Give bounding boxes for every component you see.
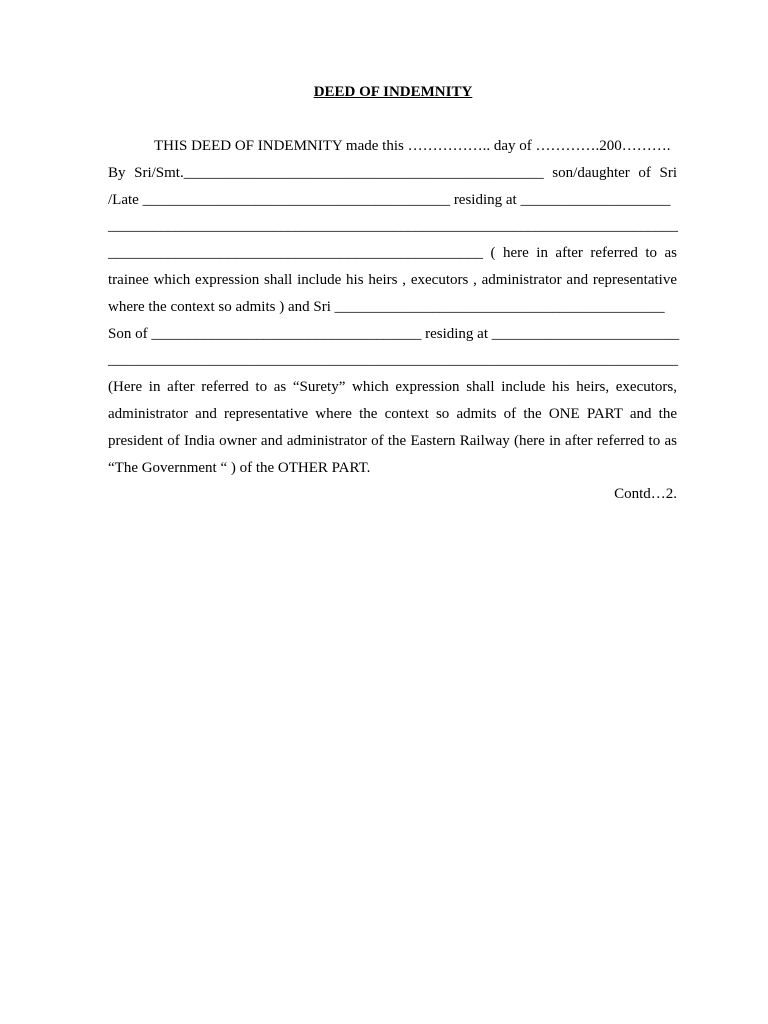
text-line: where the context so admits ) and Sri ____________________________________________: [108, 298, 665, 315]
text-line: (Here in after referred to as “Surety” which expression shall include his heirs, executors,: [108, 379, 677, 396]
continued-note: Contd…2.: [614, 486, 677, 503]
text-line: By Sri/Smt.________________________________________________ son/daughter of Sri: [108, 164, 677, 181]
text-line: president of India owner and administrator of the Eastern Railway (here in after referred to as: [108, 432, 677, 449]
text-line: trainee which expression shall include his heirs , executors , administrator and representative: [108, 271, 677, 288]
document-title: DEED OF INDEMNITY: [313, 84, 473, 100]
paragraph-surety: [108, 374, 677, 481]
text-line: Son of ____________________________________ residing at _________________________: [108, 325, 680, 342]
document-body: [108, 133, 680, 508]
text-line: /Late _________________________________________ residing at ____________________: [108, 191, 671, 208]
text-line: THIS DEED OF INDEMNITY made this …………….. day of ………….200……….: [154, 138, 671, 154]
text-line: ____________________________________________________________________________: [108, 352, 678, 369]
paragraph-deed-parties: [108, 133, 680, 374]
text-line: administrator and representative where the context so admits of the ONE PART and the: [108, 405, 677, 422]
text-line: __________________________________________________ ( here in after referred to as: [108, 245, 677, 262]
text-line: “The Government “ ) of the OTHER PART.: [108, 459, 371, 476]
text-line: ____________________________________________________________________________: [108, 218, 678, 235]
